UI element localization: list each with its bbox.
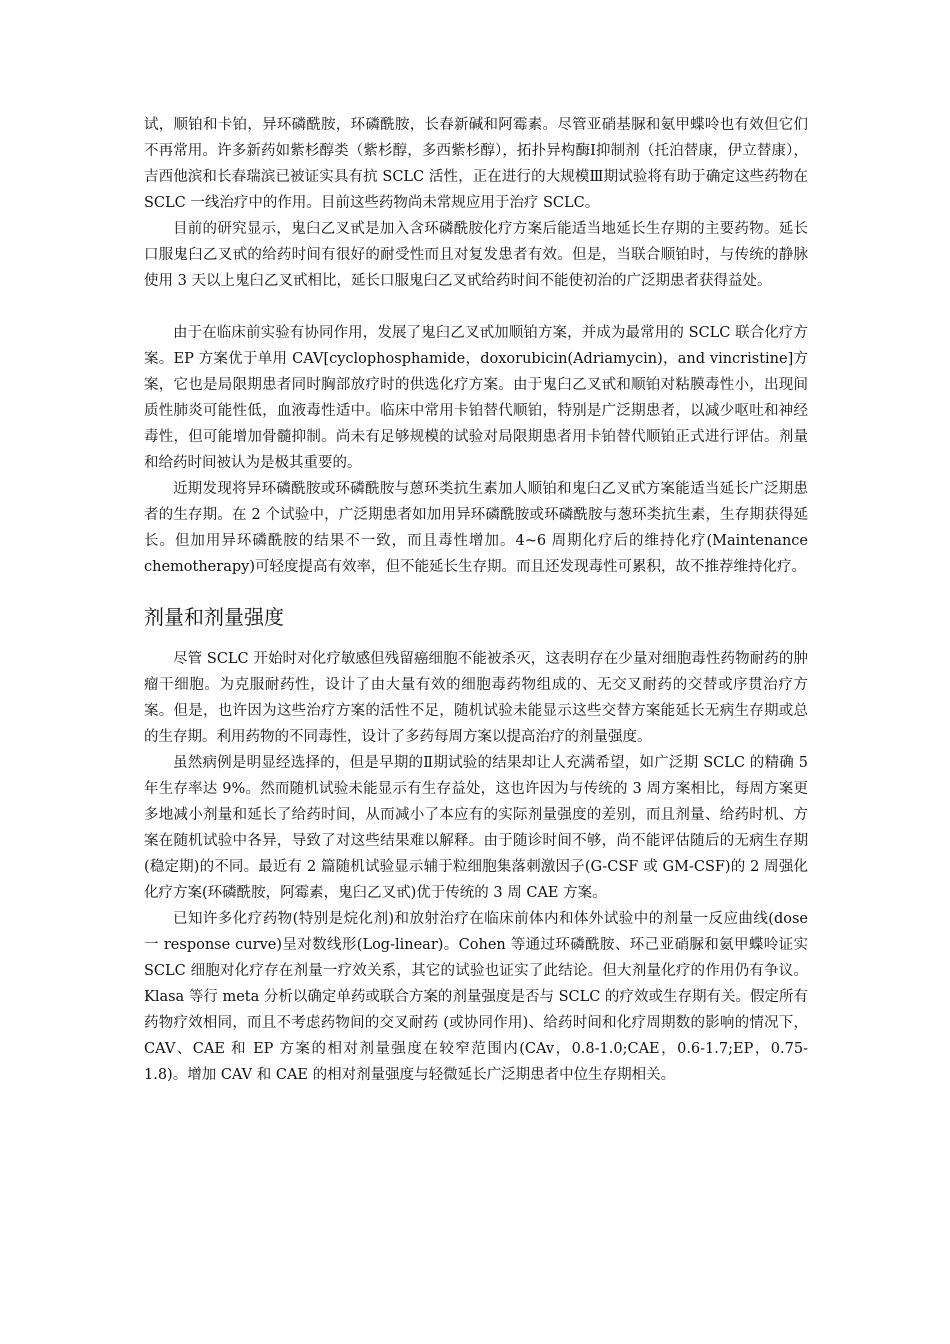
section-heading: 剂量和剂量强度: [144, 605, 284, 629]
paragraph-etoposide: 目前的研究显示，鬼臼乙叉甙是加入含环磷酰胺化疗方案后能适当地延长生存期的主要药物。延长口服鬼臼乙叉甙的给药时间有很好的耐受性而且对复发患者有效。但是，当联合顺铂时，与传统的静脉使用 3 天以上鬼臼乙叉甙相比，延长口服鬼臼乙叉甙给药时间不能使初治的广泛期患者获得益处。: [144, 221, 808, 289]
document-page: [144, 112, 808, 1088]
paragraph-maintenance: 近期发现将异环磷酰胺或环磷酰胺与蒽环类抗生素加人顺铂和鬼臼乙叉甙方案能适当延长广泛期患者的生存期。在 2 个试验中，广泛期患者如加用异环磷酰胺或环磷酰胺与葱环类抗生素，生存期获得延长。但加用异环磷酰胺的结果不一致，而且毒性增加。4~6 周期化疗后的维持化疗(Maintenance chemotherapy)可轻度提高有效率，但不能延长生存期。而且还发现毒性可累积，故不推荐维持化疗。: [144, 481, 808, 575]
paragraph-gap: [144, 294, 808, 320]
paragraph-ep-regimen: 由于在临床前实验有协同作用，发展了鬼臼乙叉甙加顺铂方案，并成为最常用的 SCLC 联合化疗方案。EP 方案优于单用 CAV[cyclophosphamide，doxorubicin(Adriamycin)，and vincristine]方案，它也是局限期患者同时胸部放疗时的供选化疗方案。由于鬼臼乙叉甙和顺铂对粘膜毒性小，出现间质性肺炎可能性低，血液毒性适中。临床中常用卡铂替代顺铂，特别是广泛期患者，以减少呕吐和神经毒性，但可能增加骨髓抑制。尚未有足够规模的试验对局限期患者用卡铂替代顺铂正式进行评估。剂量和给药时间被认为是极其重要的。: [144, 325, 808, 471]
paragraph-continuation: 试，顺铂和卡铂，异环磷酰胺，环磷酰胺，长春新碱和阿霉素。尽管亚硝基脲和氨甲蝶呤也有效但它们不再常用。许多新药如紫杉醇类（紫杉醇，多西紫杉醇），拓扑异构酶Ⅰ抑制剂（托泊替康，伊立替康），吉西他滨和长春瑞滨已被证实具有抗 SCLC 活性，正在进行的大规模Ⅲ期试验将有助于确定这些药物在 SCLC 一线治疗中的作用。目前这些药物尚未常规应用于治疗 SCLC。: [144, 117, 808, 211]
paragraph-weekly-regimen: 虽然病例是明显经选择的，但是早期的Ⅱ期试验的结果却让人充满希望，如广泛期 SCLC 的精确 5 年生存率达 9%。然而随机试验未能显示有生存益处，这也许因为与传统的 3 周方案相比，每周方案更多地减小剂量和延长了给药时间，从而减小了本应有的实际剂量强度的差别，而且剂量、给药时机、方案在随机试验中各异，导致了对这些结果难以解释。由于随诊时间不够，尚不能评估随后的无病生存期(稳定期)的不同。最近有 2 篇随机试验显示辅于粒细胞集落刺激因子(G-CSF 或 GM-CSF)的 2 周强化化疗方案(环磷酰胺，阿霉素，鬼臼乙叉甙)优于传统的 3 周 CAE 方案。: [144, 755, 808, 901]
paragraph-resistance: 尽管 SCLC 开始时对化疗敏感但残留癌细胞不能被杀灭，这表明存在少量对细胞毒性药物耐药的肿瘤干细胞。为克服耐药性，设计了由大量有效的细胞毒药物组成的、无交叉耐药的交替或序贯治疗方案。但是，也许因为这些治疗方案的活性不足，随机试验未能显示这些交替方案能延长无病生存期或总的生存期。利用药物的不同毒性，设计了多药每周方案以提高治疗的剂量强度。: [144, 651, 808, 745]
paragraph-dose-response: 已知许多化疗药物(特别是烷化剂)和放射治疗在临床前体内和体外试验中的剂量一反应曲线(dose 一 response curve)呈对数线形(Log-linear)。Cohen 等通过环磷酰胺、环己亚硝脲和氨甲蝶呤证实 SCLC 细胞对化疗存在剂量一疗效关系，其它的试验也证实了此结论。但大剂量化疗的作用仍有争议。Klasa 等行 meta 分析以确定单药或联合方案的剂量强度是否与 SCLC 的疗效或生存期有关。假定所有药物疗效相同，而且不考虑药物间的交叉耐药 (或协同作用)、给药时间和化疗周期数的影响的情况下，CAV、CAE 和 EP 方案的相对剂量强度在较窄范围内(CAv，0.8-1.0;CAE，0.6-1.7;EP，0.75-1.8)。增加 CAV 和 CAE 的相对剂量强度与轻微延长广泛期患者中位生存期相关。: [144, 911, 808, 1083]
